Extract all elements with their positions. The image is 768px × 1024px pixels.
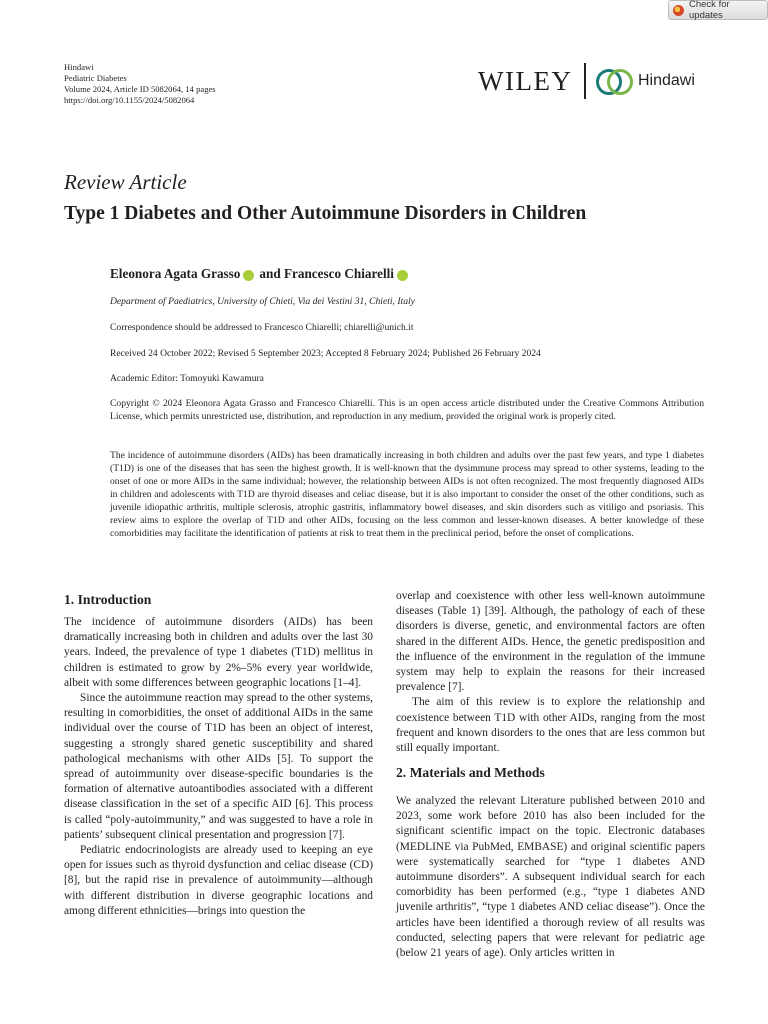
academic-editor: Academic Editor: Tomoyuki Kawamura [110, 373, 264, 384]
publisher-line: Hindawi [64, 62, 94, 72]
crossmark-icon [673, 5, 684, 16]
paragraph: The aim of this review is to explore the relationship and coexistence between T1D with other AIDs, ranging from the most frequent and known disorders to the ones that are less common but still equally important. [396, 696, 705, 755]
article-type: Review Article [64, 170, 187, 194]
copyright-notice: Copyright © 2024 Eleonora Agata Grasso and Francesco Chiarelli. This is an open access article distributed under the Creative Commons Attribution License, which permits unrestricted use, distribution, and reproduction in any medium, provided the original work is properly cited. [110, 398, 704, 422]
check-for-updates-button[interactable] [668, 0, 768, 20]
section-heading-introduction: 1. Introduction [64, 592, 152, 607]
orcid-icon[interactable] [243, 270, 254, 281]
doi-link[interactable]: https://doi.org/10.1155/2024/5082064 [64, 95, 195, 105]
abstract: The incidence of autoimmune disorders (AIDs) has been dramatically increasing in both children and adults over the past few years, and type 1 diabetes (T1D) is one of the diseases that has seen the highest growth. It is well-known that the dysimmune process may spread to other systems, leading to the onset of one or more AIDs in the same individual; however, the relationship between AIDs is not often recognized. The most frequently diagnosed AIDs in children and adolescents with T1D are thyroid diseases and celiac disease, but it is also important to consider the onset of the other conditions, such as juvenile idiopathic arthritis, multiple sclerosis, atrophic gastritis, inflammatory bowel diseases, and skin disorders such as vitiligo and psoriasis. This review aims to explore the overlap of T1D and other AIDs, focusing on the less common and lesser-known diseases. A better knowledge of these comorbidities may facilitate the identification of patients at risk to treat them in the preclinical period, before the onset of complications. [110, 450, 704, 539]
journal-meta [64, 62, 216, 106]
paragraph: The incidence of autoimmune disorders (AIDs) has been dramatically increasing both in children and adults over the last 30 years. Indeed, the prevalence of type 1 diabetes (T1D) mellitus in children is estimated to grow by 2%–5% every year worldwide, albeit with some differences between geographic locations [1–4]. [64, 616, 373, 689]
paragraph: Pediatric endocrinologists are already used to keeping an eye open for issues such as thyroid dysfunction and celiac disease (CD) [8], but the rapid rise in prevalence of autoimmunity—although with different distribution in diverse geographic locations and among different ethnicities—brings into question the [64, 844, 373, 917]
publication-dates: Received 24 October 2022; Revised 5 September 2023; Accepted 8 February 2024; Published 26 February 2024 [110, 348, 541, 359]
article-title: Type 1 Diabetes and Other Autoimmune Disorders in Children [64, 203, 587, 224]
publisher-logo [478, 62, 695, 100]
author-1: Eleonora Agata Grasso [110, 266, 241, 281]
hindawi-rings-icon [596, 68, 632, 94]
right-column-bottom [396, 794, 705, 961]
journal-name: Pediatric Diabetes [64, 73, 127, 83]
paragraph: overlap and coexistence with other less well-known autoimmune diseases (Table 1) [39]. Although, the pathology of each of these disorders is diverse, genetic, and environmental factors are often shared in the different AIDs. Hence, the genetic predisposition and the influence of the environment in the regulation of the immune system may help to explain the reasons for their increased prevalence [7]. [396, 590, 705, 694]
wiley-logo-text: WILEY [478, 65, 573, 96]
author-list [110, 266, 413, 282]
author-2: and Francesco Chiarelli [259, 266, 394, 281]
orcid-icon[interactable] [397, 270, 408, 281]
volume-line: Volume 2024, Article ID 5082064, 14 pages [64, 84, 216, 94]
hindawi-logo-text: Hindawi [637, 72, 695, 89]
right-column-top [396, 589, 705, 756]
check-for-updates-label: Check for updates [689, 0, 730, 21]
logo-divider [584, 63, 586, 99]
left-column [64, 615, 373, 919]
affiliation: Department of Paediatrics, University of Chieti, Via dei Vestini 31, Chieti, Italy [110, 296, 415, 307]
correspondence: Correspondence should be addressed to Francesco Chiarelli; chiarelli@unich.it [110, 322, 414, 333]
paragraph: We analyzed the relevant Literature published between 2010 and 2023, some work before 2010 has also been included for the significant scientific impact on the topic. Electronic databases (MEDLINE via PubMed, EMBASE) and original scientific papers were systematically searched for “type 1 diabetes AND autoimmune disorders”. A subsequent individual search for each comorbidity has been performed (e.g., “type 1 diabetes AND juvenile arthritis”, “type 1 diabetes AND celiac disease”). Once the articles have been identified a thorough review of all results was conducted, selecting papers that were relevant for pediatric age (below 21 years of age). Only articles written in [396, 795, 705, 960]
paragraph: Since the autoimmune reaction may spread to the other systems, resulting in comorbidities, the onset of additional AIDs in the same individual over the course of T1D has been an object of interest, suggesting a strongly shared genetic susceptibility and shared pathological mechanisms with other AIDs [5]. To support the spread of autoimmunity over disease-specific boundaries is the formation of alternative autoantibodies associated with a different disease classification in the set of a specific AID [6]. This process is called “poly-autoimmunity,” and was suggested to have a role in patients’ subsequent clinical presentation and progression [7]. [64, 692, 373, 841]
section-heading-methods: 2. Materials and Methods [396, 765, 545, 780]
